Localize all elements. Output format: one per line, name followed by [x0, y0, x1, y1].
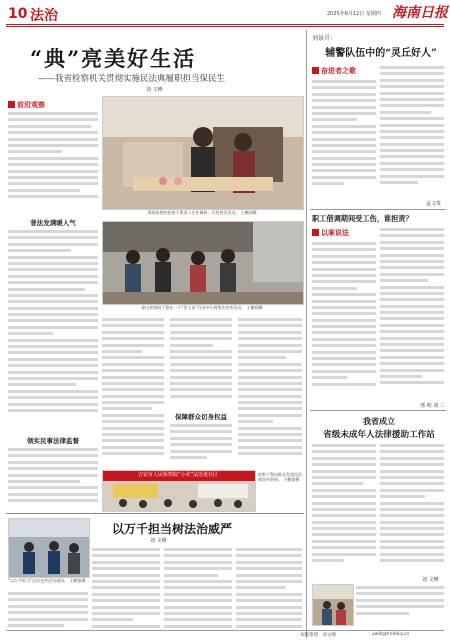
column-tag — [312, 66, 356, 76]
lead-text-block-4 — [102, 318, 164, 468]
lead-photo-1-image — [103, 97, 303, 209]
mid-right-title: 职工借调期间受工伤，谁担责？ — [312, 214, 413, 223]
bottom-photo — [8, 518, 90, 578]
lead-text-block-5 — [170, 318, 232, 410]
lead-tag — [8, 100, 45, 110]
mid-right-tag-square-icon — [312, 229, 319, 236]
column-byline: 孟文贵 — [426, 201, 442, 207]
bottom-byline: 刘 文峰 — [150, 538, 167, 544]
issue-date: 2025年6月12日 星期四 — [327, 11, 381, 17]
bottom-text-block-4 — [236, 548, 302, 636]
lead-tag-label: 前沿观察 — [17, 101, 45, 109]
right-lower-text-block-2 — [380, 444, 444, 574]
right-lower-photo — [312, 584, 354, 626]
column-kicker: 刘景升： — [312, 35, 337, 42]
column-text-block-2 — [380, 66, 444, 198]
tag-square-icon — [8, 101, 15, 108]
column-tag-label: 奋进者之歌 — [321, 67, 356, 75]
lead-photo-2-image — [103, 222, 303, 304]
bottom-text-block-3 — [164, 548, 232, 636]
lead-photo-1 — [102, 96, 304, 210]
lead-text-block-3 — [8, 448, 98, 510]
bottom-text-block-1 — [8, 592, 88, 634]
right-lower-caption-text — [356, 586, 444, 624]
header-rule — [6, 24, 444, 25]
lead-photo-3-caption: 检察干警向群众发放民法典宣传资料。 王鹏翔摄 — [258, 472, 302, 482]
right-divider-1 — [310, 209, 446, 210]
bottom-text-block-2 — [92, 548, 160, 636]
page-number: 10 — [8, 6, 28, 22]
lead-subtitle: ——我省检察机关贯彻实施民法典履职担当保民生 — [38, 74, 226, 84]
lead-subhead-3: 保障群众切身权益 — [175, 413, 227, 421]
lead-photo-1-caption: 琼海检察院检察干警深入企业调研，开展普法活动。 王鹏翔摄 — [147, 210, 257, 215]
column-tag-square-icon — [312, 67, 319, 74]
right-lower-photo-image — [313, 585, 353, 625]
lead-text-block-6 — [170, 424, 232, 468]
right-column-divider — [306, 30, 307, 638]
footer-editor: 本版策划：刘文峰 — [300, 633, 336, 638]
right-lower-byline: 刘 文峰 — [422, 577, 439, 583]
lead-byline: 刘 文峰 — [146, 87, 163, 93]
right-lower-title-line1: 我省成立 — [363, 416, 395, 426]
bottom-photo-image — [9, 519, 89, 577]
footer-email[interactable]: xwfz@hndaily.cn — [372, 632, 410, 637]
lead-photo-2 — [102, 221, 304, 305]
bottom-photo-caption: “以万千担当”法治宣传活动现场。 王鹏翔摄 — [8, 578, 86, 583]
lead-banner-text: 吉安市人民检察院“小美”法治进社区 — [137, 472, 219, 478]
newspaper-logo: 海南日报 — [392, 5, 448, 21]
lead-title: “典”亮美好生活 — [30, 46, 197, 71]
mid-right-text-block-2 — [380, 228, 444, 400]
lead-subhead-2: 领实民事法律监督 — [27, 437, 79, 445]
footer-rule — [6, 630, 444, 631]
mid-right-text-block-1 — [312, 242, 376, 400]
mid-right-tag-label: 以案说法 — [321, 229, 349, 237]
lead-text-block-2 — [8, 230, 98, 430]
header-rule-thin — [6, 26, 444, 27]
mid-right-byline: 邢 明 刘 三 — [420, 403, 445, 409]
bottom-title: 以万千担当树法治威严 — [111, 522, 232, 536]
section-name: 法治 — [30, 8, 58, 24]
lead-text-block-1 — [8, 112, 98, 212]
right-lower-text-block-1 — [312, 444, 376, 574]
lead-subhead-1: 普法发满暖人气 — [30, 219, 76, 227]
mid-right-tag — [312, 228, 349, 238]
lead-text-block-7 — [238, 318, 302, 468]
column-title: 辅警队伍中的“灵丘好人” — [325, 48, 437, 59]
column-text-block-1 — [312, 80, 376, 198]
right-divider-2 — [310, 410, 446, 411]
right-lower-title-line2: 省级未成年人法律援助工作站 — [323, 430, 435, 440]
bottom-story-divider — [6, 513, 304, 514]
lead-photo-2-caption: 琼山检察院干警在一个“零上访”行动中开展普法宣传活动。 王鹏翔摄 — [141, 305, 263, 310]
